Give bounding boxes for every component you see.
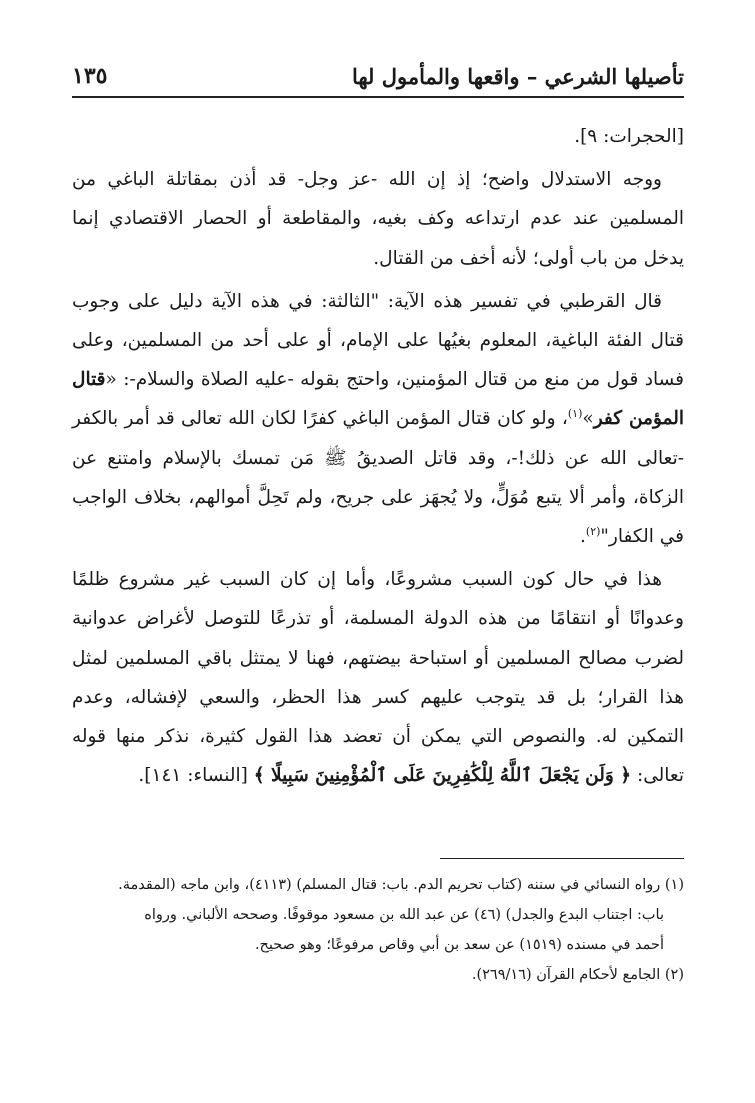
paragraph-text: هذا في حال كون السبب مشروعًا، وأما إن كان السبب غير مشروع ظلمًا وعدوانًا أو انتقامًا من هذه الدولة المسلمة، أو تذرعًا للتوصل لأغراض عدوانية لضرب مصالح المسلمين أو استباحة بيضتهم، فهنا لا يمتثل باقي المسلمين لمثل هذا القرار؛ بل قد يتوجب عليهم كسر هذا الحظر، والسعي لإفشاله، وعدم التمكين له. والنصوص التي يمكن أن تعضد هذا القول كثيرة، نذكر منها قوله تعالى: [72, 569, 684, 787]
footnote-separator [440, 858, 684, 859]
quran-citation: [الحجرات: ٩]. [574, 126, 684, 147]
hadith-text: قتال المؤمن كفر [72, 369, 684, 430]
footnote-ref-1[interactable]: (١) [567, 407, 583, 421]
paragraph-inference: ووجه الاستدلال واضح؛ إذ إن الله -عز وجل- قد أذن بمقاتلة الباغي من المسلمين عند عدم ارتداعه وكف بغيه، والمقاطعة أو الحصار الاقتصادي إنما يدخل من باب أولى؛ لأنه أخف من القتال. [72, 169, 684, 269]
quote-text-a: قال القرطبي في تفسير هذه الآية: "الثالثة: في هذه الآية دليل على وجوب قتال الفئة الباغية، المعلوم بغيُها على الإمام، أو على أحد من المسلمين، وعلى فساد قول من منع من قتال المؤمنين، واحتج بقوله -عليه الصلاة والسلام-: « [72, 290, 684, 391]
quote-close: » [582, 408, 594, 430]
footnote-2: (٢) الجامع لأحكام القرآن (٢٦٩/١٦). [471, 967, 684, 983]
quote-text-c: ، ولو كان قتال المؤمن الباغي كفرًا لكان الله تعالى قد أمر بالكفر -تعالى الله عن ذلك!-، وقد قاتل الصديقُ ﷺ مَن تمسك بالإسلام وامتنع عن الزكاة، وأمر ألا يتبع مُوَلٍّ، ولا يُجهَز على جريح، ولم تَحِلَّ أموالهم، بخلاف الواجب في الكفار" [72, 408, 684, 548]
footnote-1-line-3: أحمد في مسنده (١٥١٩) عن سعد بن أبي وقاص مرفوعًا؛ وهو صحيح. [254, 937, 664, 953]
running-header [72, 56, 684, 98]
quote-end: . [580, 526, 586, 548]
page-number: ١٣٥ [72, 63, 108, 89]
paragraph-qurtubi-quote [72, 282, 684, 556]
verse-reference: [النساء: ١٤١]. [138, 765, 254, 787]
footnote-1-line-2: باب: اجتناب البدع والجدل) (٤٦) عن عبد الله بن مسعود موقوفًا. وصححه الألباني. ورواه [144, 907, 664, 923]
header-title: تأصيلها الشرعي – واقعها والمأمول لها [351, 63, 684, 89]
paragraph-citation [72, 117, 684, 156]
paragraph-unlawful-cause [72, 560, 684, 795]
footnote-ref-2[interactable]: (٢) [585, 524, 601, 538]
footnotes [72, 870, 684, 990]
main-text [72, 117, 684, 799]
footnote-1-line-1: (١) رواه النسائي في سننه (كتاب تحريم الدم. باب: قتال المسلم) (٤١١٣)، وابن ماجه (المقدمة. [118, 877, 684, 893]
quran-verse: ﴿ وَلَن يَجْعَلَ ٱللَّهُ لِلْكَٰفِرِينَ عَلَى ٱلْمُؤْمِنِينَ سَبِيلًا ﴾ [253, 765, 632, 787]
